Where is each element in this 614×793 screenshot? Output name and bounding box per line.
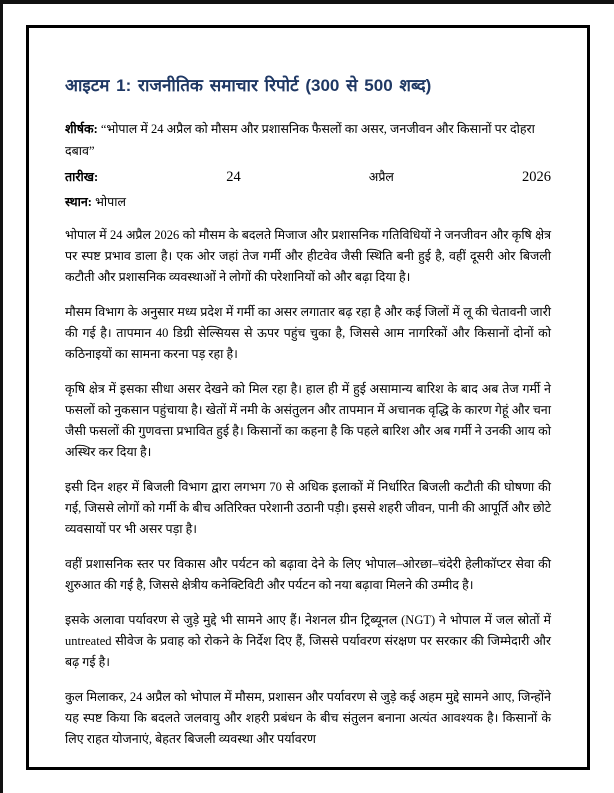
meta-location-label: स्थान:: [65, 195, 92, 209]
meta-location-row: [65, 191, 551, 213]
meta-date-year: 2026: [521, 169, 551, 185]
report-paragraph: इसके अलावा पर्यावरण से जुड़े मुद्दे भी सामने आए हैं। नेशनल ग्रीन ट्रिब्यूनल (NGT) ने भोपाल में जल स्रोतों में untreated सीवेज के प्रवाह को रोकने के निर्देश दिए हैं, जिससे पर्यावरण संरक्षण पर सरकार की जिम्मेदारी और बढ़ गई है।: [65, 613, 551, 669]
meta-block: [65, 118, 551, 213]
meta-title-value: “भोपाल में 24 अप्रैल को मौसम और प्रशासनिक फैसलों का असर, जनजीवन और किसानों पर दोहरा दबाव”: [65, 122, 535, 158]
page-title: आइटम 1: राजनीतिक समाचार रिपोर्ट (300 से 500 शब्द): [65, 76, 432, 95]
report-paragraph: भोपाल में 24 अप्रैल 2026 को मौसम के बदलते मिजाज और प्रशासनिक गतिविधियों ने जनजीवन और कृषि क्षेत्र पर स्पष्ट प्रभाव डाला है। एक ओर जहां तेज गर्मी और हीटवेव जैसी स्थिति बनी हुई है, वहीं दूसरी ओर बिजली कटौती और प्रशासनिक व्यवस्थाओं ने लोगों की परेशानियों को और बढ़ा दिया है।: [65, 228, 551, 284]
document-content: [29, 28, 587, 750]
meta-date-month: अप्रैल: [368, 170, 394, 184]
report-paragraph: वहीं प्रशासनिक स्तर पर विकास और पर्यटन को बढ़ावा देने के लिए भोपाल–ओरछा–चंदेरी हेलीकॉप्टर सेवा की शुरुआत की गई है, जिससे क्षेत्रीय कनेक्टिविटी और पर्यटन को नया बढ़ावा मिलने की उम्मीद है।: [65, 557, 551, 592]
meta-location-value: भोपाल: [95, 195, 126, 209]
meta-date-day: 24: [226, 169, 241, 185]
page-left-border: [0, 0, 3, 793]
document-frame: [26, 25, 590, 770]
report-body: [65, 225, 551, 750]
report-paragraph: मौसम विभाग के अनुसार मध्य प्रदेश में गर्मी का असर लगातार बढ़ रहा है और कई जिलों में लू की चेतावनी जारी की गई है। तापमान 40 डिग्री सेल्सियस से ऊपर पहुंच चुका है, जिससे आम नागरिकों और किसानों दोनों को कठिनाइयों का सामना करना पड़ रहा है।: [65, 305, 551, 361]
meta-title-label: शीर्षक:: [65, 122, 98, 136]
meta-date-label: तारीख:: [65, 170, 99, 184]
report-paragraph: कुल मिलाकर, 24 अप्रैल को भोपाल में मौसम, प्रशासन और पर्यावरण से जुड़े कई अहम मुद्दे सामने आए, जिन्होंने यह स्पष्ट किया कि बदलते जलवायु और शहरी प्रबंधन के बीच संतुलन बनाना अत्यंत आवश्यक है। किसानों के लिए राहत योजनाएं, बेहतर बिजली व्यवस्था और पर्यावरण: [65, 690, 551, 746]
page-top-border: [0, 0, 614, 4]
report-paragraph: इसी दिन शहर में बिजली विभाग द्वारा लगभग 70 से अधिक इलाकों में निर्धारित बिजली कटौती की घोषणा की गई, जिससे लोगों को गर्मी के बीच अतिरिक्त परेशानी उठानी पड़ी। इससे शहरी जीवन, पानी की आपूर्ति और छोटे व्यवसायों पर भी असर पड़ा है।: [65, 480, 551, 536]
meta-date-row: [65, 166, 551, 188]
report-paragraph: कृषि क्षेत्र में इसका सीधा असर देखने को मिल रहा है। हाल ही में हुई असामान्य बारिश के बाद अब तेज गर्मी ने फसलों को नुकसान पहुंचाया है। खेतों में नमी के असंतुलन और तापमान में अचानक वृद्धि के कारण गेहूं और चना जैसी फसलों की गुणवत्ता प्रभावित हुई है। किसानों का कहना है कि पहले बारिश और अब गर्मी ने उनकी आय को अस्थिर कर दिया है।: [65, 382, 551, 459]
meta-title-row: [65, 118, 551, 162]
